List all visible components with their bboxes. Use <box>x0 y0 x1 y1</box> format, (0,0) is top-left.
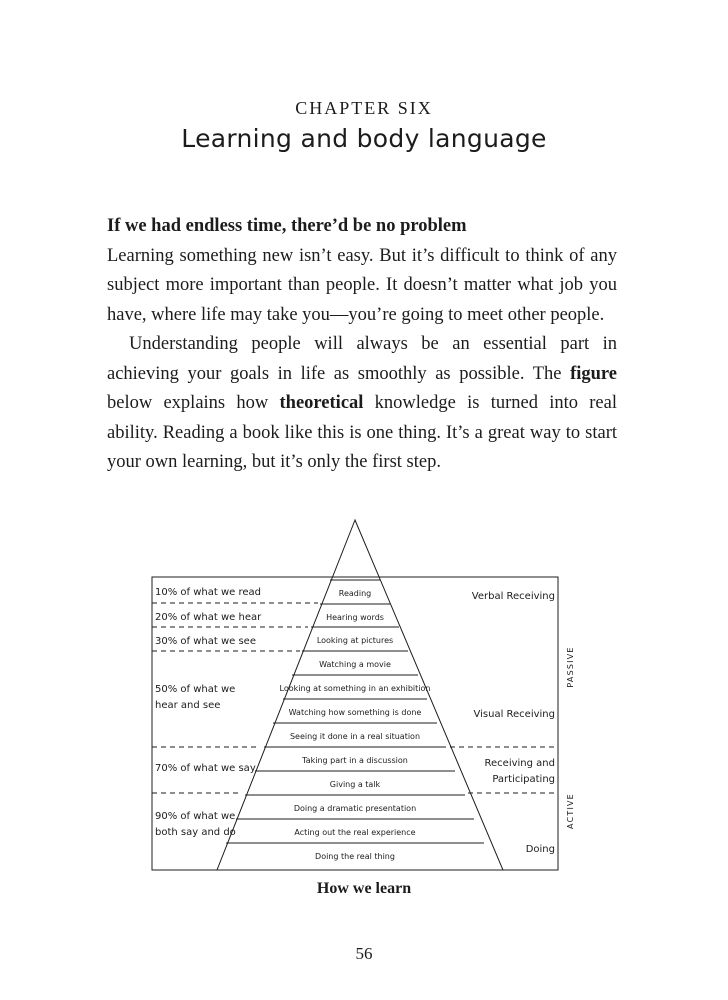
paragraph-2-text-b: below explains how <box>107 393 280 413</box>
retention-label: 10% of what we read <box>155 587 261 598</box>
layer-label: Taking part in a discussion <box>302 756 408 765</box>
layer-label: Seeing it done in a real situation <box>289 732 421 741</box>
chapter-label: CHAPTER SIX <box>295 98 433 118</box>
axis-labels <box>566 646 575 829</box>
mode-label: Participating <box>492 774 555 785</box>
layer-label: Doing the real thing <box>315 852 395 861</box>
paragraph-2-text-a: Understanding people will always be an essential part in achieving your goals in life as smoothly as possible. The <box>107 334 617 384</box>
layer-label: Acting out the real experience <box>294 828 416 837</box>
paragraph-2-text-c: knowledge is turned into real ability. Reading a book like this is one thing. It’s a great way to start your own learning, but it’s only the first step. <box>107 393 617 472</box>
pyramid-outline <box>217 520 503 870</box>
section-heading: If we had endless time, there’d be no problem <box>107 216 467 236</box>
mode-label: Verbal Receiving <box>471 591 555 602</box>
bold-word-figure: figure <box>570 363 617 384</box>
retention-labels <box>155 587 262 838</box>
active-axis-label: ACTIVE <box>566 793 575 829</box>
layer-label: Reading <box>338 589 372 598</box>
layer-label: Looking at pictures <box>316 636 394 645</box>
layer-label: Giving a talk <box>329 780 381 789</box>
retention-label: 90% of what we <box>155 811 236 822</box>
paragraph-1: Learning something new isn’t easy. But it’s difficult to think of any subject more important than people. It doesn’t matter what job you have, where life may take you—you’re going to meet other people. <box>107 245 617 325</box>
figure-caption: How we learn <box>316 880 412 897</box>
learning-pyramid-figure <box>140 515 580 877</box>
layer-label: Watching how something is done <box>288 708 422 717</box>
mode-labels <box>472 591 555 855</box>
retention-label: 20% of what we hear <box>155 612 262 623</box>
page-number: 56 <box>355 944 373 963</box>
layer-label: Watching a movie <box>319 660 391 669</box>
mode-label: Receiving and <box>484 758 555 769</box>
retention-label: both say and do <box>155 827 236 838</box>
retention-label: 50% of what we <box>155 684 236 695</box>
layer-label: Doing a dramatic presentation <box>293 804 417 813</box>
retention-label: 30% of what we see <box>155 636 256 647</box>
paragraph-2 <box>107 330 617 478</box>
mode-label: Visual Receiving <box>473 709 555 720</box>
passive-axis-label: PASSIVE <box>566 646 575 688</box>
retention-label: 70% of what we say <box>155 763 256 774</box>
bold-word-theoretical: theoretical <box>279 393 364 413</box>
layer-label: Hearing words <box>326 613 384 622</box>
chapter-title: Learning and body language <box>181 124 547 153</box>
body-text <box>107 212 617 478</box>
pyramid-layer-labels <box>280 589 431 861</box>
mode-label: Doing <box>525 844 555 855</box>
layer-label: Looking at something in an exhibition <box>279 684 431 693</box>
retention-label: hear and see <box>155 700 221 711</box>
